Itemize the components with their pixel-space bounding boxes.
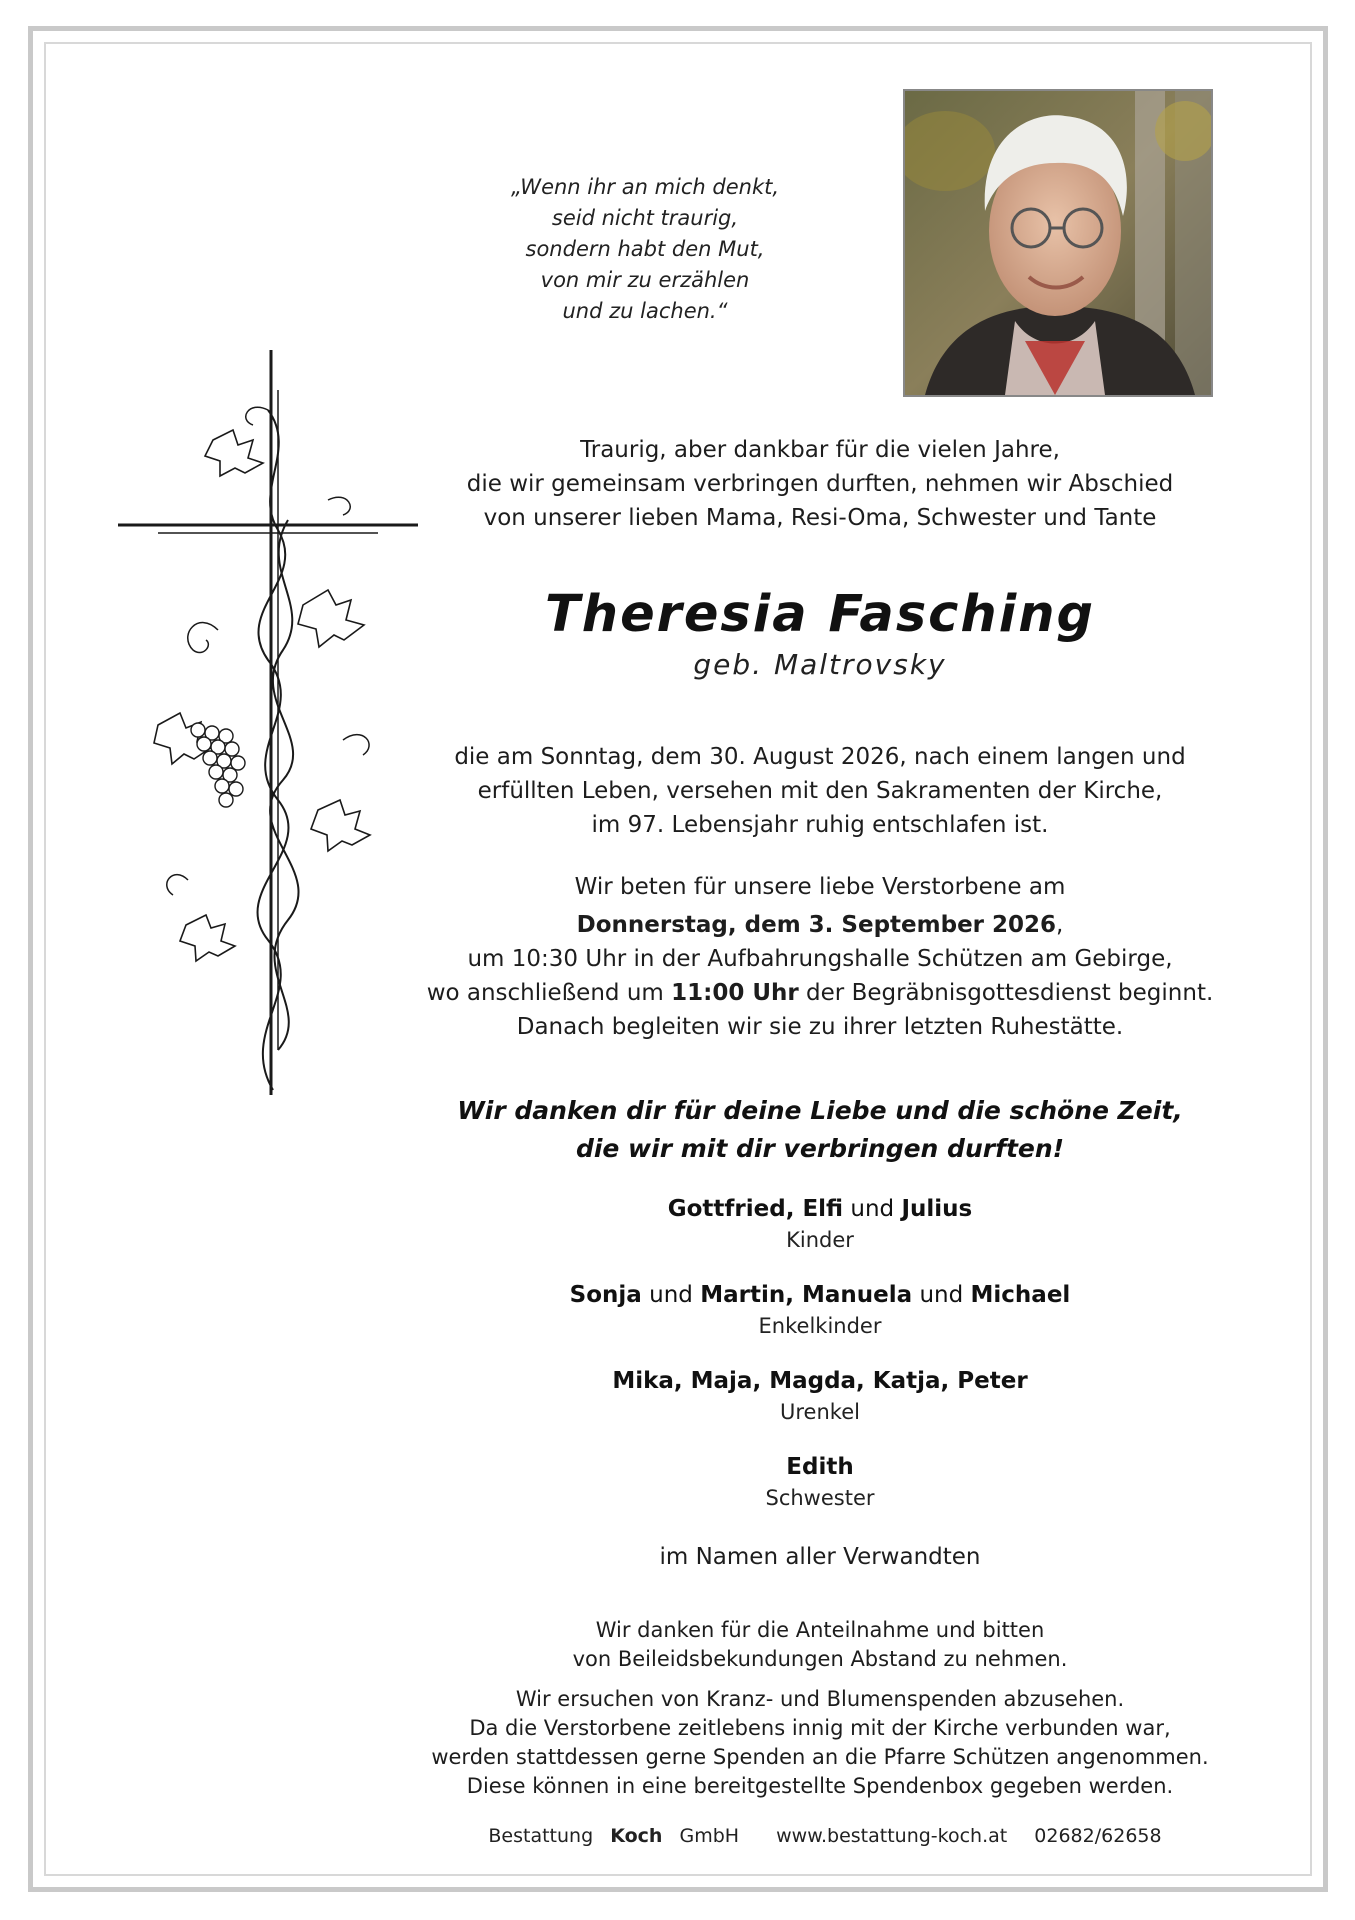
- mourner-group: [410, 1279, 1230, 1341]
- intro-text: [410, 433, 1230, 535]
- quote-line: „Wenn ihr an mich denkt,: [510, 175, 780, 199]
- mourner-connector: und: [843, 1196, 902, 1222]
- mourner-role: Kinder: [786, 1228, 854, 1252]
- donation-notice: [410, 1685, 1230, 1801]
- thanks-block: [410, 1092, 1230, 1168]
- mourner-names: [410, 1193, 1230, 1225]
- memorial-quote: [460, 172, 830, 327]
- mourner-names: [410, 1279, 1230, 1311]
- death-line: erfüllten Leben, versehen mit den Sakramenten der Kirche,: [477, 778, 1163, 804]
- mourner-name: Martin, Manuela: [700, 1282, 913, 1308]
- condolence-notice: [410, 1616, 1230, 1674]
- service-date-line: [410, 908, 1230, 942]
- intro-line: die wir gemeinsam verbringen durften, nehmen wir Abschied: [466, 471, 1174, 497]
- mourners-list: [410, 1193, 1230, 1537]
- mourner-role: Urenkel: [780, 1400, 860, 1424]
- mourner-names: [410, 1365, 1230, 1397]
- service-text: der Begräbnisgottesdienst beginnt.: [798, 980, 1214, 1006]
- death-line: die am Sonntag, dem 30. August 2026, nach einem langen und: [454, 744, 1186, 770]
- cross-with-vine-icon: [118, 350, 428, 1095]
- maiden-name: geb. Maltrovsky: [693, 648, 947, 681]
- death-notice: [410, 740, 1230, 842]
- mourner-name: Gottfried, Elfi: [667, 1196, 844, 1222]
- notice-line: von Beileidsbekundungen Abstand zu nehmen.: [572, 1647, 1068, 1671]
- quote-line: von mir zu erzählen: [540, 268, 750, 292]
- footer-website[interactable]: www.bestattung-koch.at: [776, 1825, 1008, 1847]
- mourner-connector: und: [641, 1282, 701, 1308]
- service-date: Donnerstag, dem 3. September 2026: [576, 912, 1057, 938]
- service-line: Danach begleiten wir sie zu ihrer letzten Ruhestätte.: [516, 1014, 1124, 1040]
- mourner-name: Michael: [970, 1282, 1071, 1308]
- service-time: 11:00 Uhr: [671, 980, 799, 1006]
- relatives-line: im Namen aller Verwandten: [659, 1544, 981, 1570]
- footer-text: Bestattung: [488, 1825, 601, 1847]
- notice-line: Diese können in eine bereitgestellte Spendenbox gegeben werden.: [466, 1774, 1174, 1798]
- service-line: um 10:30 Uhr in der Aufbahrungshalle Schützen am Gebirge,: [467, 946, 1173, 972]
- mourner-names: [410, 1451, 1230, 1483]
- deceased-name: Theresia Fasching: [544, 585, 1096, 644]
- name-block: [410, 585, 1230, 681]
- notice-line: Da die Verstorbene zeitlebens innig mit der Kirche verbunden war,: [469, 1716, 1171, 1740]
- service-time-line: [410, 976, 1230, 1010]
- notice-line: Wir danken für die Anteilnahme und bitten: [595, 1618, 1045, 1642]
- mourner-name: Sonja: [569, 1282, 642, 1308]
- footer-phone: 02682/62658: [1034, 1825, 1162, 1847]
- mourner-role: Schwester: [765, 1486, 875, 1510]
- service-date-suffix: ,: [1056, 912, 1064, 938]
- thanks-line: die wir mit dir verbringen durften!: [575, 1134, 1065, 1163]
- footer-text: GmbH: [672, 1825, 740, 1847]
- notice-line: werden stattdessen gerne Spenden an die Pfarre Schützen angenommen.: [431, 1745, 1209, 1769]
- mourner-group: [410, 1365, 1230, 1427]
- relatives-block: [410, 1540, 1230, 1574]
- quote-line: und zu lachen.“: [562, 299, 728, 323]
- notice-line: Wir ersuchen von Kranz- und Blumenspenden abzusehen.: [515, 1687, 1125, 1711]
- thanks-line: Wir danken dir für deine Liebe und die schöne Zeit,: [457, 1096, 1183, 1125]
- mourner-name: Edith: [786, 1454, 854, 1480]
- service-text: wo anschließend um: [426, 980, 672, 1006]
- funeral-home: [478, 1825, 749, 1847]
- portrait-photo: [903, 89, 1213, 397]
- footer: [410, 1825, 1230, 1847]
- mourner-role: Enkelkinder: [758, 1314, 882, 1338]
- quote-line: seid nicht traurig,: [551, 206, 739, 230]
- intro-line: Traurig, aber dankbar für die vielen Jahre,: [580, 437, 1060, 463]
- service-line: Wir beten für unsere liebe Verstorbene am: [574, 874, 1066, 900]
- mourner-connector: und: [912, 1282, 971, 1308]
- service-details: [410, 870, 1230, 1044]
- intro-line: von unserer lieben Mama, Resi-Oma, Schwester und Tante: [483, 505, 1157, 531]
- mourner-name: Julius: [901, 1196, 973, 1222]
- death-line: im 97. Lebensjahr ruhig entschlafen ist.: [591, 812, 1049, 838]
- footer-company-name: Koch: [610, 1825, 663, 1847]
- mourner-name: Mika, Maja, Magda, Katja, Peter: [612, 1368, 1028, 1394]
- mourner-group: [410, 1193, 1230, 1255]
- mourner-group: [410, 1451, 1230, 1513]
- quote-line: sondern habt den Mut,: [525, 237, 765, 261]
